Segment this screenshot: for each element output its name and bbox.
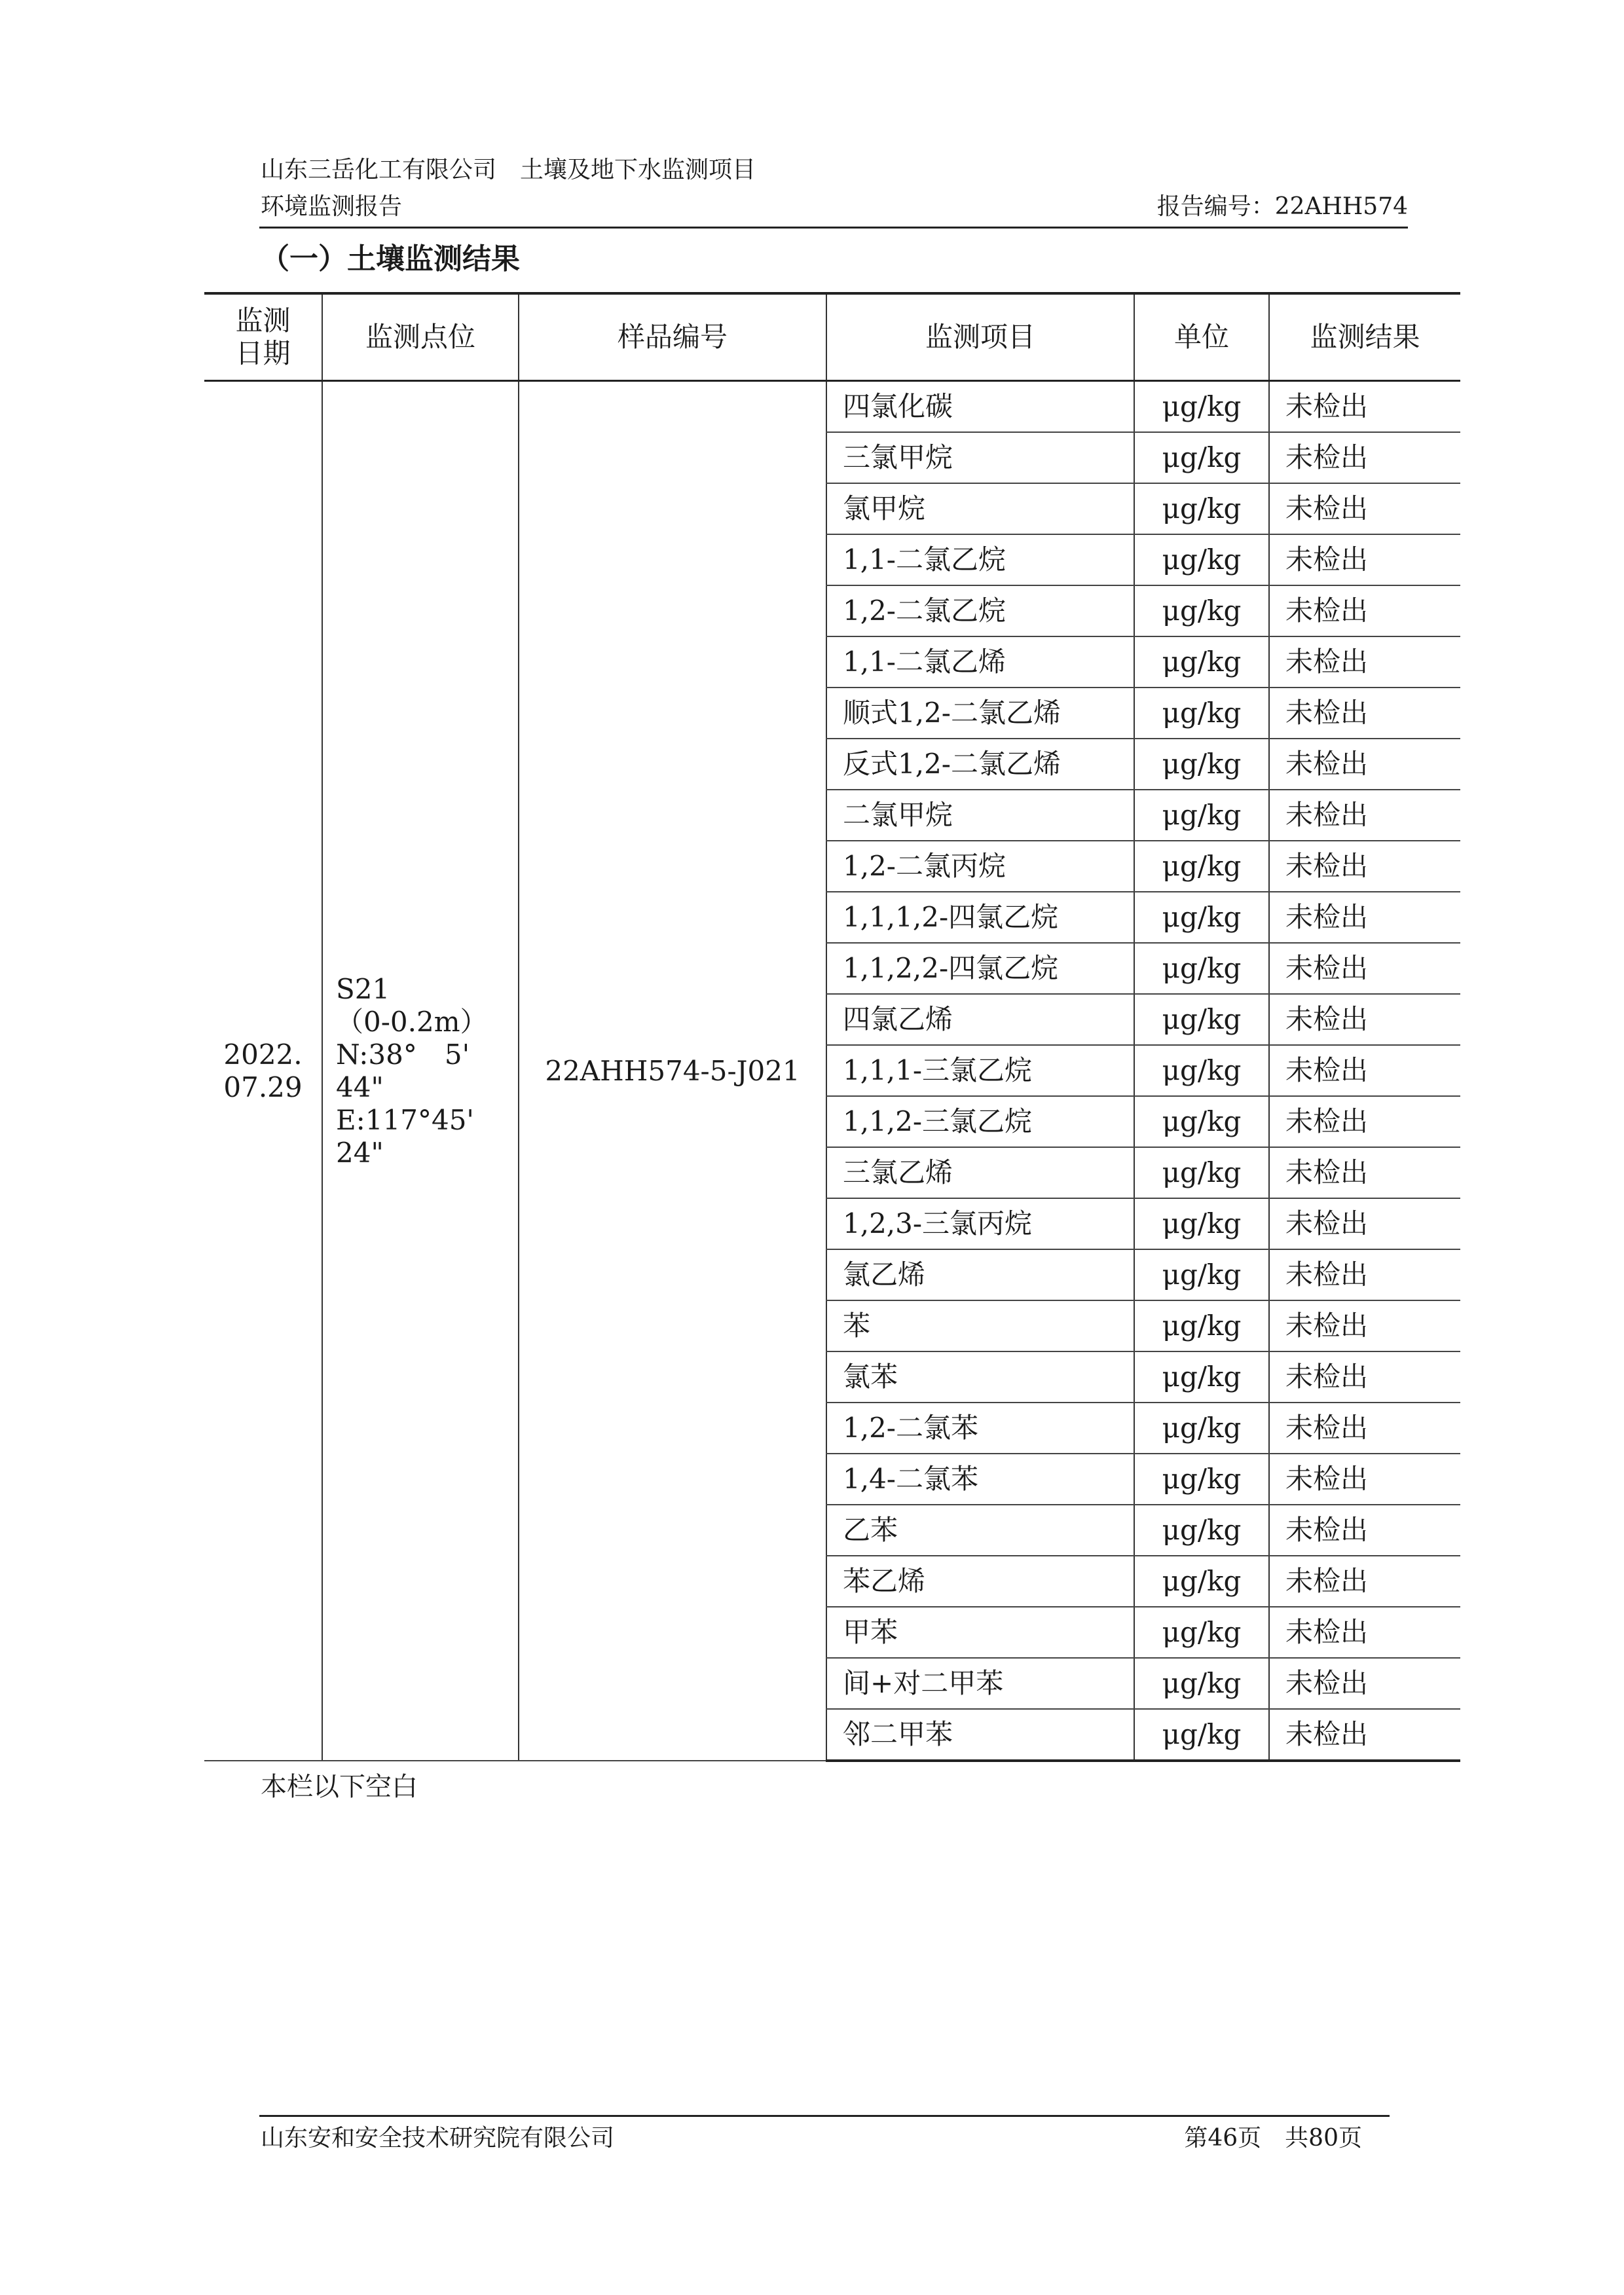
unit-cell: μg/kg	[1134, 585, 1269, 636]
result-cell: 未检出	[1269, 790, 1460, 841]
unit-cell: μg/kg	[1134, 1147, 1269, 1198]
unit-cell: μg/kg	[1134, 994, 1269, 1045]
unit-cell: μg/kg	[1134, 432, 1269, 483]
result-cell: 未检出	[1269, 943, 1460, 994]
item-cell: 1,1-二氯乙烯	[826, 636, 1134, 688]
item-cell: 苯	[826, 1300, 1134, 1351]
result-cell: 未检出	[1269, 1658, 1460, 1709]
item-cell: 1,2-二氯乙烷	[826, 585, 1134, 636]
header-title: 山东三岳化工有限公司 土壤及地下水监测项目	[261, 156, 756, 183]
item-cell: 顺式1,2-二氯乙烯	[826, 688, 1134, 739]
header-subtitle: 环境监测报告	[261, 193, 403, 220]
item-cell: 氯甲烷	[826, 483, 1134, 534]
unit-cell: μg/kg	[1134, 636, 1269, 688]
col-header-result: 监测结果	[1269, 293, 1460, 381]
item-cell: 三氯甲烷	[826, 432, 1134, 483]
col-header-date-line1: 监测	[235, 304, 291, 337]
item-cell: 乙苯	[826, 1505, 1134, 1556]
result-cell: 未检出	[1269, 1249, 1460, 1300]
unit-cell: μg/kg	[1134, 1096, 1269, 1147]
monitoring-date-cell	[204, 381, 322, 1761]
result-cell: 未检出	[1269, 1198, 1460, 1249]
item-cell: 甲苯	[826, 1607, 1134, 1658]
item-cell: 氯苯	[826, 1351, 1134, 1403]
unit-cell: μg/kg	[1134, 1709, 1269, 1761]
unit-cell: μg/kg	[1134, 1198, 1269, 1249]
unit-cell: μg/kg	[1134, 790, 1269, 841]
unit-cell: μg/kg	[1134, 1505, 1269, 1556]
header-rule	[259, 227, 1408, 229]
item-cell: 1,2-二氯苯	[826, 1403, 1134, 1454]
footer-rule	[259, 2115, 1390, 2117]
monitoring-date-line: 07.29	[223, 1071, 303, 1103]
unit-cell: μg/kg	[1134, 1454, 1269, 1505]
site-line: N:38° 5'	[336, 1038, 470, 1071]
unit-cell: μg/kg	[1134, 1403, 1269, 1454]
table-header-row	[204, 293, 1460, 381]
item-cell: 1,1-二氯乙烷	[826, 534, 1134, 585]
below-blank-note: 本栏以下空白	[261, 1772, 418, 1802]
unit-cell: μg/kg	[1134, 1300, 1269, 1351]
item-cell: 1,1,2-三氯乙烷	[826, 1096, 1134, 1147]
col-header-item: 监测项目	[826, 293, 1134, 381]
unit-cell: μg/kg	[1134, 1607, 1269, 1658]
report-number: 报告编号：22AHH574	[1156, 193, 1408, 220]
table-row	[204, 381, 1460, 433]
site-line: S21	[336, 972, 390, 1005]
result-cell: 未检出	[1269, 1403, 1460, 1454]
footer-organization: 山东安和安全技术研究院有限公司	[261, 2125, 615, 2152]
result-cell: 未检出	[1269, 1147, 1460, 1198]
item-cell: 四氯化碳	[826, 381, 1134, 433]
col-header-site: 监测点位	[322, 293, 519, 381]
unit-cell: μg/kg	[1134, 1045, 1269, 1096]
unit-cell: μg/kg	[1134, 1351, 1269, 1403]
col-header-date-line2: 日期	[235, 337, 291, 369]
col-header-unit: 单位	[1134, 293, 1269, 381]
result-cell: 未检出	[1269, 1096, 1460, 1147]
page-number: 第46页 共80页	[1184, 2125, 1362, 2152]
unit-cell: μg/kg	[1134, 534, 1269, 585]
unit-cell: μg/kg	[1134, 1249, 1269, 1300]
site-line: 24"	[336, 1136, 384, 1169]
result-cell: 未检出	[1269, 1556, 1460, 1607]
result-cell: 未检出	[1269, 1709, 1460, 1761]
section-title: （一）土壤监测结果	[261, 242, 520, 276]
unit-cell: μg/kg	[1134, 1556, 1269, 1607]
result-cell: 未检出	[1269, 841, 1460, 892]
item-cell: 反式1,2-二氯乙烯	[826, 739, 1134, 790]
item-cell: 1,1,2,2-四氯乙烷	[826, 943, 1134, 994]
unit-cell: μg/kg	[1134, 1658, 1269, 1709]
result-cell: 未检出	[1269, 739, 1460, 790]
result-cell: 未检出	[1269, 688, 1460, 739]
result-cell: 未检出	[1269, 1351, 1460, 1403]
item-cell: 二氯甲烷	[826, 790, 1134, 841]
result-cell: 未检出	[1269, 534, 1460, 585]
item-cell: 邻二甲苯	[826, 1709, 1134, 1761]
item-cell: 1,4-二氯苯	[826, 1454, 1134, 1505]
result-cell: 未检出	[1269, 1505, 1460, 1556]
unit-cell: μg/kg	[1134, 688, 1269, 739]
monitoring-date-line: 2022.	[223, 1038, 303, 1071]
result-cell: 未检出	[1269, 1300, 1460, 1351]
result-cell: 未检出	[1269, 1607, 1460, 1658]
col-header-date	[204, 293, 322, 381]
unit-cell: μg/kg	[1134, 381, 1269, 433]
unit-cell: μg/kg	[1134, 841, 1269, 892]
result-cell: 未检出	[1269, 994, 1460, 1045]
item-cell: 间+对二甲苯	[826, 1658, 1134, 1709]
item-cell: 氯乙烯	[826, 1249, 1134, 1300]
result-cell: 未检出	[1269, 1045, 1460, 1096]
result-cell: 未检出	[1269, 585, 1460, 636]
item-cell: 1,1,1,2-四氯乙烷	[826, 892, 1134, 943]
result-cell: 未检出	[1269, 892, 1460, 943]
result-cell: 未检出	[1269, 1454, 1460, 1505]
item-cell: 1,1,1-三氯乙烷	[826, 1045, 1134, 1096]
result-cell: 未检出	[1269, 381, 1460, 433]
soil-results-table	[204, 292, 1460, 1762]
item-cell: 1,2,3-三氯丙烷	[826, 1198, 1134, 1249]
site-line: 44"	[336, 1071, 384, 1103]
unit-cell: μg/kg	[1134, 483, 1269, 534]
result-cell: 未检出	[1269, 636, 1460, 688]
unit-cell: μg/kg	[1134, 943, 1269, 994]
site-line: （0-0.2m）	[336, 1005, 488, 1038]
sample-id-cell: 22AHH574-5-J021	[519, 381, 826, 1761]
item-cell: 三氯乙烯	[826, 1147, 1134, 1198]
result-cell: 未检出	[1269, 432, 1460, 483]
site-line: E:117°45'	[336, 1103, 474, 1136]
item-cell: 四氯乙烯	[826, 994, 1134, 1045]
item-cell: 1,2-二氯丙烷	[826, 841, 1134, 892]
item-cell: 苯乙烯	[826, 1556, 1134, 1607]
monitoring-site-cell	[322, 381, 519, 1761]
result-cell: 未检出	[1269, 483, 1460, 534]
col-header-sample: 样品编号	[519, 293, 826, 381]
unit-cell: μg/kg	[1134, 739, 1269, 790]
unit-cell: μg/kg	[1134, 892, 1269, 943]
